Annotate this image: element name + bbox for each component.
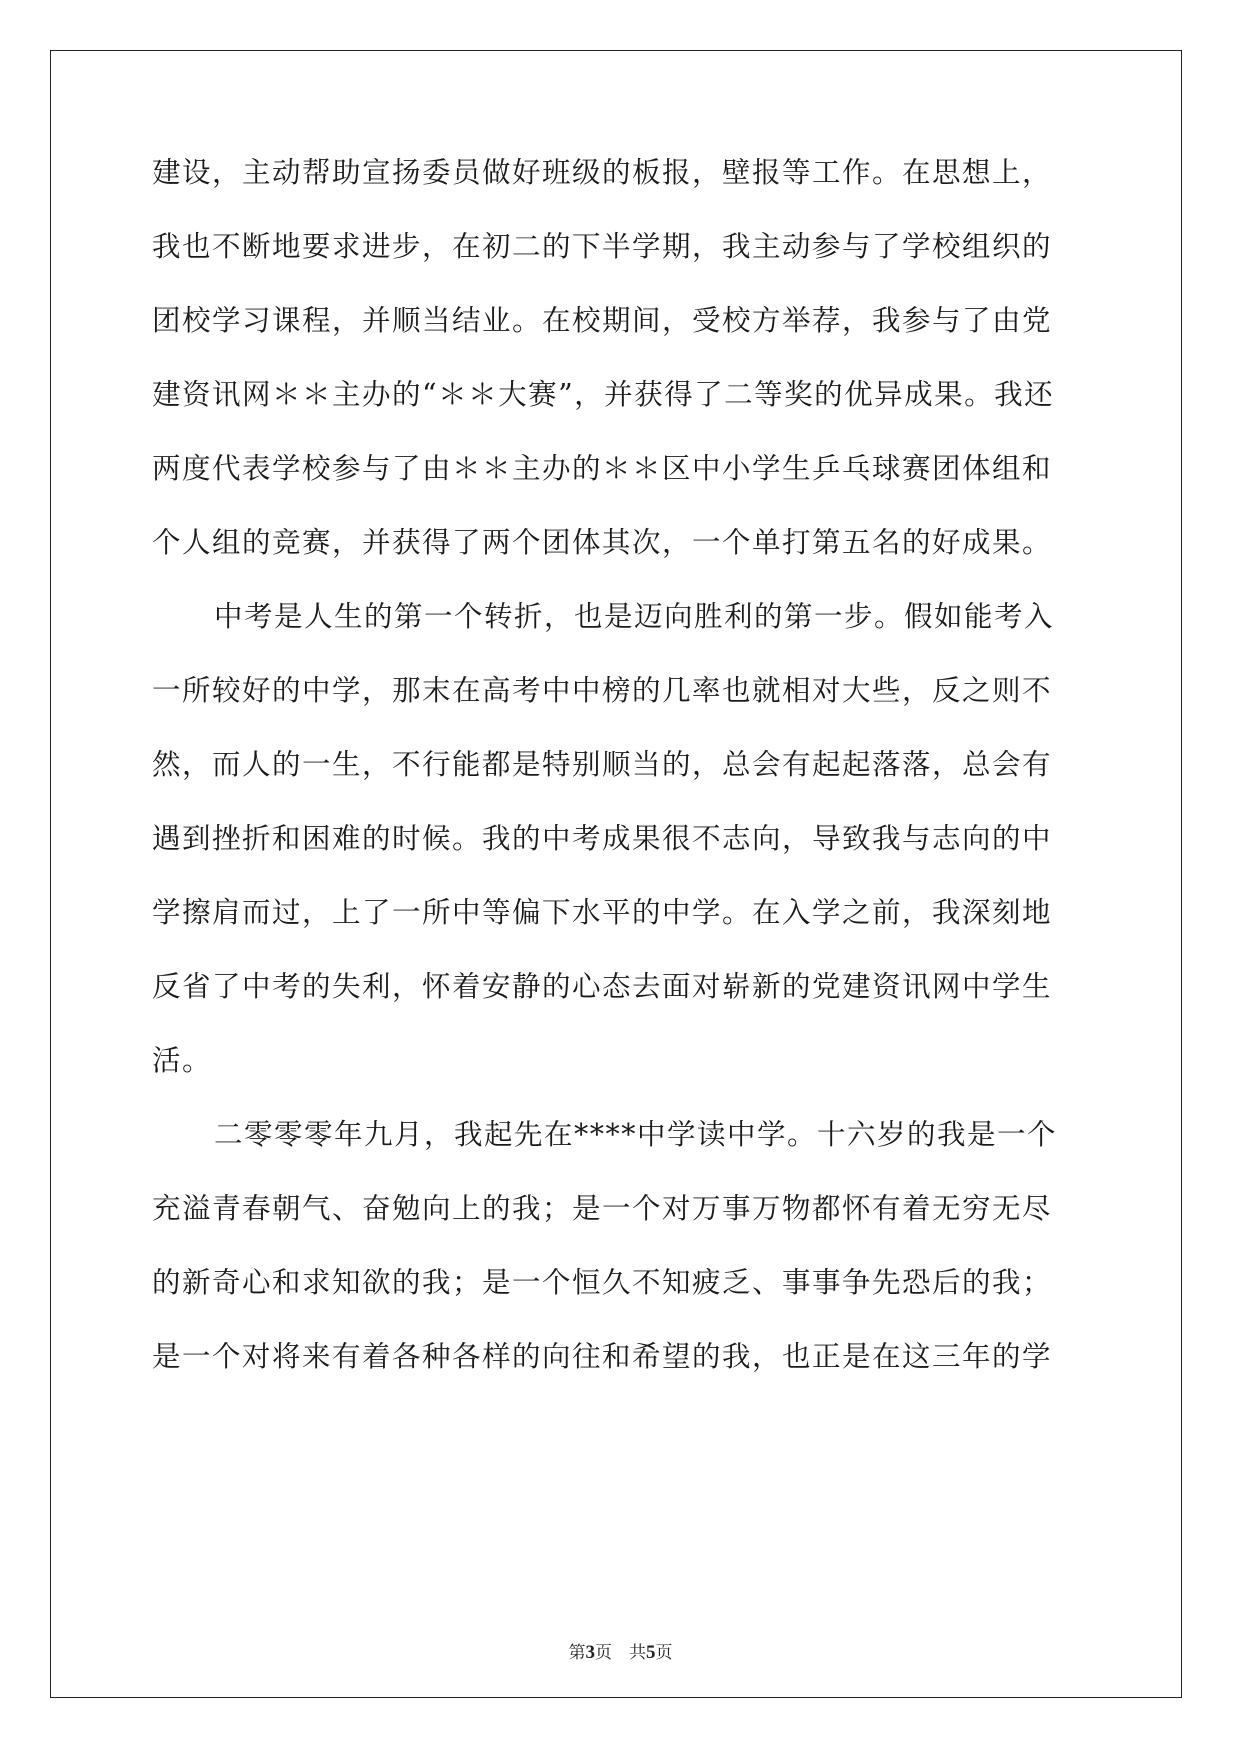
page-footer bbox=[0, 1642, 1241, 1664]
text-line-16: 的新奇心和求知欲的我；是一个恒久不知疲乏、事事争先恐后的我； bbox=[152, 1266, 1053, 1299]
page-suffix: 页 bbox=[655, 1643, 673, 1663]
page-prefix: 第 bbox=[568, 1643, 586, 1663]
text-line-4: 建资讯网＊＊主办的“＊＊大赛”，并获得了二等奖的优异成果。我还 bbox=[152, 378, 1055, 411]
text-line-6: 个人组的竞赛，并获得了两个团体其次，一个单打第五名的好成果。 bbox=[152, 526, 1053, 559]
text-line-17: 是一个对将来有着各种各样的向往和希望的我，也正是在这三年的学 bbox=[152, 1340, 1053, 1373]
text-line-8: 一所较好的中学，那末在高考中中榜的几率也就相对大些，反之则不 bbox=[152, 674, 1053, 707]
text-line-12: 反省了中考的失利，怀着安静的心态去面对崭新的党建资讯网中学生 bbox=[152, 970, 1053, 1003]
text-line-13: 活。 bbox=[152, 1044, 213, 1077]
text-line-10: 遇到挫折和困难的时候。我的中考成果很不志向，导致我与志向的中 bbox=[152, 822, 1053, 855]
text-line-11: 学擦肩而过，上了一所中等偏下水平的中学。在入学之前，我深刻地 bbox=[152, 896, 1053, 929]
text-line-7: 中考是人生的第一个转折，也是迈向胜利的第一步。假如能考入 bbox=[214, 600, 1055, 633]
text-line-5: 两度代表学校参与了由＊＊主办的＊＊区中小学生乒乓球赛团体组和 bbox=[152, 452, 1053, 485]
text-line-1: 建设，主动帮助宣扬委员做好班级的板报，壁报等工作。在思想上， bbox=[152, 156, 1053, 189]
text-line-14: 二零零零年九月，我起先在****中学读中学。十六岁的我是一个 bbox=[214, 1118, 1058, 1151]
total-page-number: 5 bbox=[646, 1642, 656, 1663]
text-line-15: 充溢青春朝气、奋勉向上的我；是一个对万事万物都怀有着无穷无尽 bbox=[152, 1192, 1053, 1225]
text-line-9: 然，而人的一生，不行能都是特别顺当的，总会有起起落落，总会有 bbox=[152, 748, 1053, 781]
text-line-3: 团校学习课程，并顺当结业。在校期间，受校方举荐，我参与了由党 bbox=[152, 304, 1053, 337]
current-page-number: 3 bbox=[585, 1642, 595, 1663]
page-border bbox=[50, 50, 1182, 1698]
page-mid: 页 共 bbox=[595, 1643, 646, 1663]
text-line-2: 我也不断地要求进步，在初二的下半学期，我主动参与了学校组织的 bbox=[152, 230, 1053, 263]
